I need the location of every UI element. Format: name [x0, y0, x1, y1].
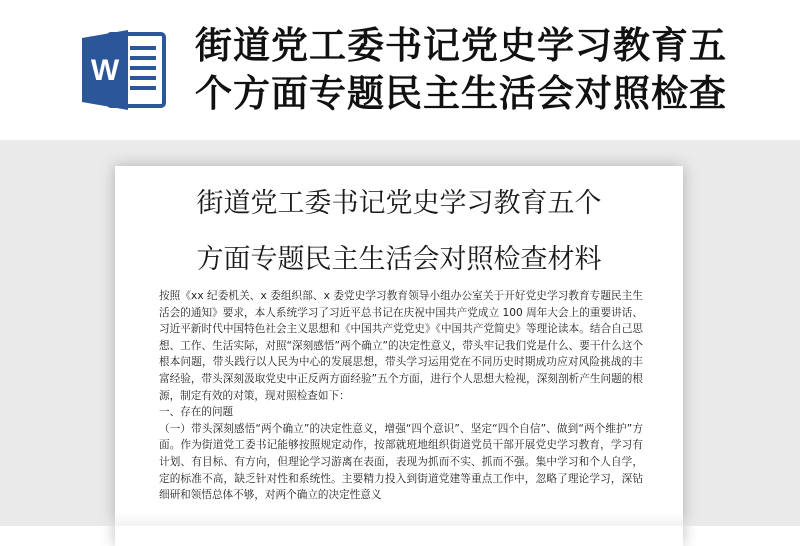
document-title	[115, 176, 683, 288]
page-header	[0, 0, 800, 140]
word-icon-letter: W	[90, 54, 120, 87]
page-title: 街道党工委书记党史学习教育五个方面专题民主生活会对照检查	[195, 24, 727, 115]
paragraph-intro: 按照《xx 纪委机关、x 委组织部、x 委党史学习教育领导小组办公室关于开好党史学习教育专题民主生活会的通知》要求，本人系统学习了习近平总书记在庆祝中国共产党成立 100 周年大会上的重要讲话、习近平新时代中国特色社会主义思想和《中国共产党党史》《中国共产党简史》等理论读本。结合自己思想、工作、生活实际，对照“深刻感悟”两个确立”的决定性意义，带头牢记我们党是什么、要干什么这个根本问题，带头践行以人民为中心的发展思想，带头学习运用党在不同历史时期成功应对风险挑战的丰富经验，带头深刻汲取党史中正反两方面经验”五个方面，进行个人思想大检视，深刻剖析产生问题的根源，制定有效的对策，现对照检查如下：	[159, 290, 643, 402]
word-document-icon	[78, 28, 170, 112]
bottom-fade	[0, 512, 800, 526]
document-page	[115, 166, 683, 546]
document-title-line-1: 街道党工委书记党史学习教育五个	[196, 188, 602, 219]
document-title-line-2: 方面专题民主生活会对照检查材料	[196, 244, 602, 275]
section-heading: 一、存在的问题	[159, 406, 234, 419]
document-body	[159, 288, 643, 504]
paragraph-issue-one: （一）带头深刻感悟“两个确立”的决定性意义，增强“四个意识”、坚定“四个自信”、做到“两个维护”方面。作为街道党工委书记能够按照规定动作，按部就班地组织街道党员干部开展党史学习教育，学习有计划、有目标、有方向，但理论学习游离在表面，表现为抓而不实、抓而不强。集中学习和个人自学，定的标准不高，缺乏针对性和系统性。主要精力投入到街道党建等重点工作中，忽略了理论学习，深钻细研和领悟总体不够，对两个确立的决定性意义	[159, 422, 643, 502]
